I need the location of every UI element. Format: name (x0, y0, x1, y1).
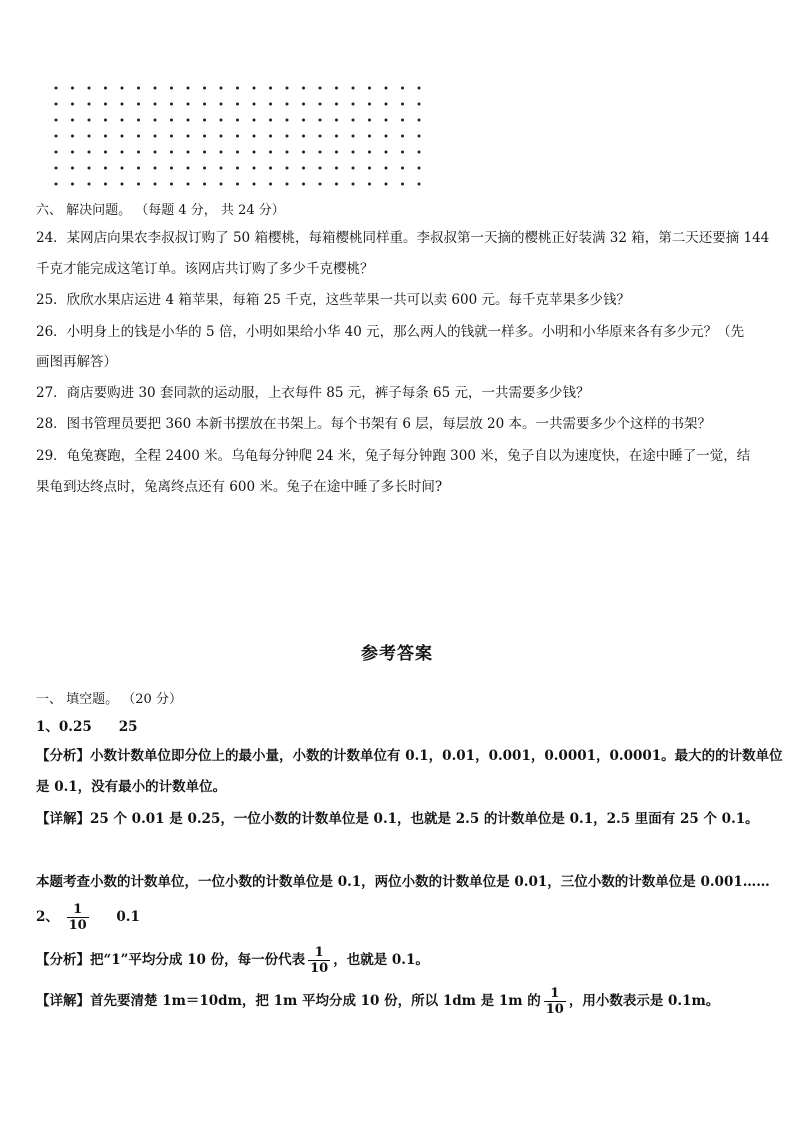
grid-dot (418, 103, 421, 106)
answer-2-label (36, 900, 758, 934)
grid-dot (319, 151, 322, 154)
grid-dot (368, 119, 371, 122)
grid-dot (418, 135, 421, 138)
grid-dot (253, 151, 256, 154)
grid-dot (319, 183, 322, 186)
grid-dot (55, 183, 58, 186)
grid-dot (302, 119, 305, 122)
grid-dot (319, 119, 322, 122)
grid-dot (71, 103, 74, 106)
grid-dot (88, 167, 91, 170)
grid-dot (203, 87, 206, 90)
answer-2-decimal: 0.1 (116, 909, 140, 925)
grid-dot (401, 183, 404, 186)
grid-dot (302, 135, 305, 138)
grid-dot (104, 103, 107, 106)
analysis-text-a: 把“1”平均分成 10 份，每一份代表 (90, 952, 306, 968)
grid-dot (154, 103, 157, 106)
problem-26-line2: 画图再解答） (36, 354, 117, 370)
grid-dot (88, 103, 91, 106)
fraction-denominator: 10 (310, 961, 329, 976)
grid-dot (253, 119, 256, 122)
grid-dot (286, 135, 289, 138)
grid-dot (236, 183, 239, 186)
fraction-numerator: 1 (73, 902, 83, 917)
grid-dot (187, 103, 190, 106)
fraction-one-tenth (308, 945, 330, 976)
grid-dot (385, 167, 388, 170)
grid-dot (170, 167, 173, 170)
grid-dot (286, 119, 289, 122)
grid-dot (104, 87, 107, 90)
answer-1-summary: 本题考查小数的计数单位，一位小数的计数单位是 0.1，两位小数的计数单位是 0.01，三位小数的计数单位是 0.001…… (36, 874, 770, 890)
grid-dot (55, 119, 58, 122)
grid-dot (401, 103, 404, 106)
detail-text-a: 首先要清楚 1m＝10dm，把 1m 平均分成 10 份，所以 1dm 是 1m 的 (90, 993, 541, 1009)
grid-dot (352, 103, 355, 106)
grid-dot (187, 87, 190, 90)
grid-dot (368, 151, 371, 154)
fraction-numerator: 1 (314, 945, 324, 960)
grid-dot (352, 135, 355, 138)
grid-dot (319, 167, 322, 170)
grid-dot (55, 135, 58, 138)
grid-dot (104, 119, 107, 122)
grid-dot (137, 151, 140, 154)
answer-2-analysis (36, 943, 758, 977)
grid-dot (55, 167, 58, 170)
grid-dot (335, 87, 338, 90)
grid-dot (236, 167, 239, 170)
grid-dot (170, 151, 173, 154)
grid-dot (170, 183, 173, 186)
grid-dot (253, 103, 256, 106)
grid-dot (187, 135, 190, 138)
grid-dot (302, 151, 305, 154)
grid-dot (220, 183, 223, 186)
analysis-text-b: ，也就是 0.1。 (333, 952, 429, 968)
grid-dot (418, 119, 421, 122)
problem-29-line2: 果龟到达终点时，兔离终点还有 600 米。兔子在途中睡了多长时间? (36, 479, 443, 495)
analysis-tag: 【分析】 (36, 748, 90, 764)
grid-dot (236, 151, 239, 154)
grid-dot (368, 135, 371, 138)
grid-dot (352, 87, 355, 90)
fraction-denominator: 10 (545, 1002, 564, 1017)
grid-dot (418, 151, 421, 154)
grid-dot (137, 87, 140, 90)
grid-dot (269, 135, 272, 138)
grid-dot (170, 87, 173, 90)
grid-dot (286, 167, 289, 170)
grid-dot (286, 87, 289, 90)
grid-dot (319, 87, 322, 90)
grid-dot (385, 87, 388, 90)
grid-dot (319, 103, 322, 106)
grid-dot (253, 167, 256, 170)
grid-dot (203, 183, 206, 186)
grid-dot (71, 151, 74, 154)
grid-dot (121, 167, 124, 170)
grid-dot (385, 151, 388, 154)
grid-dot (302, 183, 305, 186)
grid-dot (269, 103, 272, 106)
grid-dot (236, 103, 239, 106)
grid-dot (418, 87, 421, 90)
grid-dot (88, 135, 91, 138)
grid-dot (187, 167, 190, 170)
grid-dot (302, 103, 305, 106)
grid-dot (71, 183, 74, 186)
grid-dot (170, 103, 173, 106)
detail-text: 25 个 0.01 是 0.25，一位小数的计数单位是 0.1，也就是 2.5 的计数单位是 0.1，2.5 里面有 25 个 0.1。 (90, 811, 759, 827)
grid-dot (187, 183, 190, 186)
grid-dot (55, 151, 58, 154)
grid-dot (154, 87, 157, 90)
grid-dot (71, 119, 74, 122)
grid-dot (352, 151, 355, 154)
grid-dot (236, 119, 239, 122)
answer-1-analysis-line2: 是 0.1，没有最小的计数单位。 (36, 779, 227, 795)
grid-dot (335, 167, 338, 170)
grid-dot (368, 167, 371, 170)
grid-dot (236, 87, 239, 90)
grid-dot (335, 151, 338, 154)
grid-dot (88, 87, 91, 90)
grid-dot (88, 119, 91, 122)
grid-dot (121, 87, 124, 90)
grid-dot (253, 87, 256, 90)
analysis-text: 小数计数单位即分位上的最小量，小数的计数单位有 0.1，0.01，0.001，0.0001，0.0001。最大的的计数单位 (90, 748, 783, 764)
grid-dot (385, 183, 388, 186)
grid-dot (220, 87, 223, 90)
grid-dot (154, 183, 157, 186)
answer-2-detail (36, 984, 758, 1018)
problem-27: 27．商店要购进 30 套同款的运动服，上衣每件 85 元，裤子每条 65 元，一共需要多少钱？ (36, 385, 590, 401)
grid-dot (121, 183, 124, 186)
grid-dot (385, 135, 388, 138)
grid-dot (269, 151, 272, 154)
grid-dot (220, 135, 223, 138)
grid-dot (55, 87, 58, 90)
grid-dot (269, 183, 272, 186)
grid-dot (269, 119, 272, 122)
grid-dot (335, 135, 338, 138)
grid-dot (154, 167, 157, 170)
grid-dot (253, 135, 256, 138)
detail-tag: 【详解】 (36, 811, 90, 827)
problem-29-line1: 29．龟兔赛跑，全程 2400 米。乌龟每分钟爬 24 米，兔子每分钟跑 300 米，兔子自以为速度快，在途中睡了一觉，结 (36, 448, 751, 464)
grid-dot (335, 183, 338, 186)
grid-dot (203, 135, 206, 138)
grid-dot (220, 151, 223, 154)
fraction-denominator: 10 (68, 918, 87, 933)
grid-dot (418, 183, 421, 186)
grid-dot (220, 167, 223, 170)
grid-dot (137, 183, 140, 186)
grid-dot (137, 135, 140, 138)
fraction-one-tenth (67, 902, 89, 933)
grid-dot (154, 135, 157, 138)
grid-dot (385, 103, 388, 106)
grid-dot (121, 103, 124, 106)
problem-24-line2: 千克才能完成这笔订单。该网店共订购了多少千克樱桃？ (36, 261, 374, 277)
answer-key-title: 参考答案 (361, 644, 433, 664)
grid-dot (352, 167, 355, 170)
grid-dot (55, 103, 58, 106)
grid-dot (104, 151, 107, 154)
grid-dot (203, 167, 206, 170)
problem-25: 25．欣欣水果店运进 4 箱苹果，每箱 25 千克，这些苹果一共可以卖 600 元。每千克苹果多少钱？ (36, 292, 630, 308)
grid-dot (121, 119, 124, 122)
grid-dot (352, 119, 355, 122)
detail-text-b: ，用小数表示是 0.1m。 (568, 993, 720, 1009)
grid-dot (104, 183, 107, 186)
grid-dot (104, 167, 107, 170)
grid-dot (220, 119, 223, 122)
grid-dot (71, 167, 74, 170)
grid-dot (302, 167, 305, 170)
grid-dot (286, 103, 289, 106)
grid-dot (187, 151, 190, 154)
grid-dot (170, 135, 173, 138)
grid-dot (269, 87, 272, 90)
grid-dot (401, 87, 404, 90)
grid-dot (137, 103, 140, 106)
grid-dot (71, 87, 74, 90)
grid-dot (137, 167, 140, 170)
section-six-heading: 六、 解决问题。 （每题 4 分， 共 24 分） (36, 203, 285, 218)
grid-dot (121, 135, 124, 138)
grid-dot (286, 183, 289, 186)
grid-dot (302, 87, 305, 90)
fraction-numerator: 1 (550, 986, 560, 1001)
grid-dot (401, 119, 404, 122)
grid-dot (352, 183, 355, 186)
grid-dot (170, 119, 173, 122)
grid-dot (88, 183, 91, 186)
fraction-one-tenth (544, 986, 566, 1017)
grid-dot (401, 151, 404, 154)
grid-dot (253, 183, 256, 186)
grid-dot (368, 103, 371, 106)
answer-1-label: 1、0.25 25 (36, 719, 138, 735)
problem-26-line1: 26．小明身上的钱是小华的 5 倍，小明如果给小华 40 元，那么两人的钱就一样多。小明和小华原来各有多少元？（先 (36, 324, 745, 340)
grid-dot (319, 135, 322, 138)
answer-1-detail (36, 809, 758, 829)
problem-28: 28．图书管理员要把 360 本新书摆放在书架上。每个书架有 6 层，每层放 20 本。一共需要多少个这样的书架？ (36, 416, 711, 432)
grid-dot (335, 103, 338, 106)
grid-dot (137, 119, 140, 122)
grid-dot (203, 151, 206, 154)
grid-dot (88, 151, 91, 154)
grid-dot (71, 135, 74, 138)
answer-2-number: 2、 (36, 909, 59, 925)
grid-dot (203, 119, 206, 122)
grid-dot (368, 183, 371, 186)
grid-dot (286, 151, 289, 154)
problem-24-line1: 24．某网店向果农李叔叔订购了 50 箱樱桃，每箱樱桃同样重。李叔叔第一天摘的樱桃正好装满 32 箱，第二天还要摘 144 (36, 230, 770, 246)
grid-dot (121, 151, 124, 154)
grid-dot (418, 167, 421, 170)
grid-dot (269, 167, 272, 170)
answers-section-one-heading: 一、 填空题。 （20 分） (36, 692, 182, 707)
detail-tag: 【详解】 (36, 993, 90, 1009)
grid-dot (220, 103, 223, 106)
grid-dot (203, 103, 206, 106)
grid-dot (401, 167, 404, 170)
grid-dot (401, 135, 404, 138)
grid-dot (368, 87, 371, 90)
grid-dot (104, 135, 107, 138)
grid-dot (236, 135, 239, 138)
answer-1-analysis-line1 (36, 746, 783, 766)
grid-dot (154, 151, 157, 154)
grid-dot (335, 119, 338, 122)
grid-dot (385, 119, 388, 122)
dot-grid (52, 82, 432, 190)
grid-dot (187, 119, 190, 122)
analysis-tag: 【分析】 (36, 952, 90, 968)
grid-dot (154, 119, 157, 122)
